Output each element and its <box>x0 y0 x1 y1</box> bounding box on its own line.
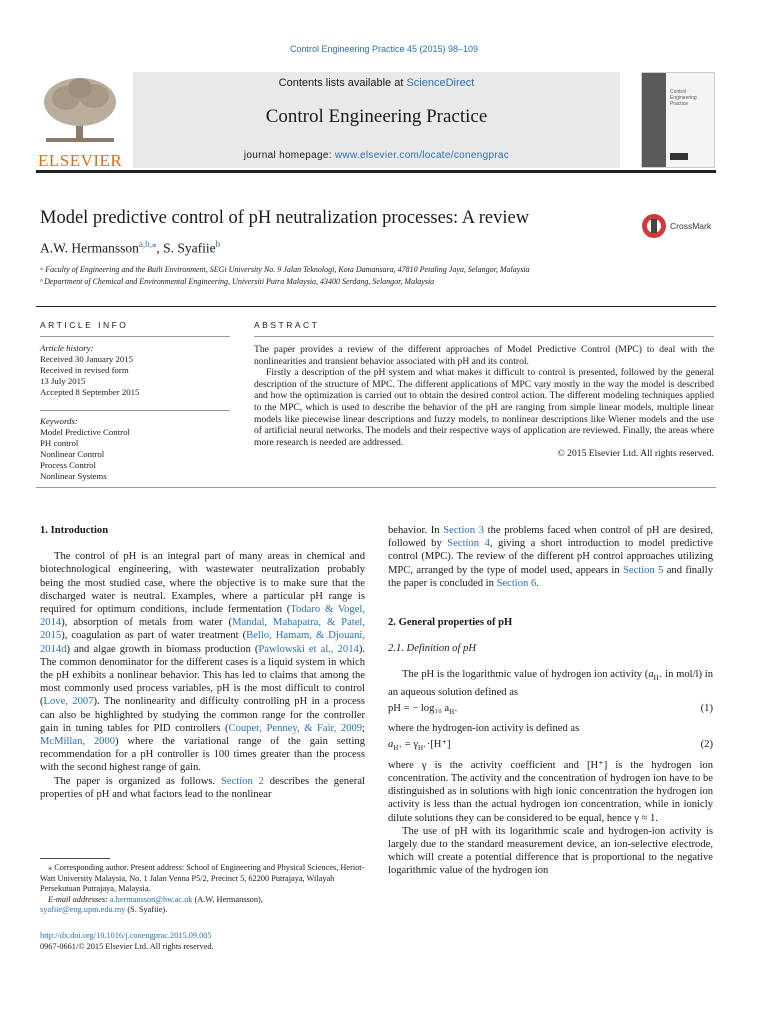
equation-1-number: (1) <box>700 702 713 714</box>
cover-badge <box>670 153 688 160</box>
section-heading-general-properties: 2. General properties of pH <box>388 617 513 629</box>
info-rule <box>36 306 716 307</box>
history-accepted: Accepted 8 September 2015 <box>40 387 140 397</box>
journal-reference[interactable]: Control Engineering Practice 45 (2015) 98–109 <box>289 44 479 54</box>
paper-title: Model predictive control of pH neutralization processes: A review <box>40 208 530 228</box>
ref-mandal[interactable]: Mandal, Mahapatra, & Patel, 2015 <box>40 617 366 642</box>
crossmark-label: CrossMark <box>670 221 712 231</box>
intro-paragraph-1: The control of pH is an integral part of many areas in chemical and biotechnological engineering, with wastewater neutralization probably being the most studied case, where the objective is to make sure that the discharged water is neutral. Examples, where a particular pH range is required for optimum conditions, include fermentation (Todaro & Vogel, 2014), absorption of metals from water (Mandal, Mahapatra, & Patel, 2015), coagulation as part of water treatment (Bello, Hamam, & Djouani, 2014d) and algae growth in biomass production (Pawlowski et al., 2014). The common denominator for the different cases is a liquid system in which the pH exhibits a nonlinear behavior. This has led to claims that among the most commonly used process variables, pH is the most difficult to control (Love, 2007). The nonlinearity and difficulty controlling pH in a process can also be highlighted by studying the common range for the controller gain in tuning tables for PID controllers (Couper, Penney, & Fair, 2009; McMillan, 2000) where the variational range of the gain setting recommendation for a pH controller is 100 times greater than the process with the second highest range of gain. <box>40 551 366 774</box>
link-section-4[interactable]: Section 4 <box>447 538 490 550</box>
article-info-divider <box>40 336 230 337</box>
equation-1: pH = − log₁₀ $a_{H^+}$ (1) <box>388 702 713 719</box>
subsection-heading-definition: 2.1. Definition of pH <box>388 643 476 655</box>
sciencedirect-link[interactable]: ScienceDirect <box>406 77 475 89</box>
email-hermansson[interactable]: a.hermansson@hw.ac.uk <box>109 894 193 904</box>
ref-mcmillan[interactable]: McMillan, 2000 <box>40 736 116 748</box>
corresponding-author-note: ⁎ Corresponding author. Present address: School of Engineering and Physical Sciences, Heriot-Watt University Malaysia, No. 1 Jalan Venna P5/2, Precinct 5, 62200 Putrajaya, Wilayah Persekutuan Putrajaya, Malaysia. <box>40 863 365 894</box>
ref-couper[interactable]: Couper, Penney, & Fair, 2009 <box>228 722 363 734</box>
ref-todaro[interactable]: Todaro & Vogel, 2014 <box>40 604 365 629</box>
doi-block <box>40 931 365 952</box>
author-hermansson: A.W. Hermansson <box>40 240 139 256</box>
right-column: behavior. In Section 3 the problems faced when control of pH are desired, followed by Section 4, giving a short introduction to model predictive control (MPC). The review of the different pH control approaches utilizing MPC, arranged by the type of model used, appears in Section 5 and finally the paper is concluded in Section 6. 2. General properties of pH 2.1. Definition of pH The pH is the logarithmic value of hydrogen ion activity ($a_{H^+}$ in mol/l) in an aqueous solution defined as pH = − log₁₀ $a_{H^+}$ (1) where the hydrogen-ion activity is defined as $a_{H^+} = \gamma_{H^+}\cdot[H^+]$ (2) where γ is the activity coefficient and [H⁺] is the hydrogen ion concentration. The activity and the concentration of hydrogen ion have to be distinguished as in solutions with high ionic concentration the hydrogen ion activity is less than the actual hydrogen ion concentration, while in ionicly dilute solutions they can be considered to be equal, hence γ ≈ 1. The use of pH with its logarithmic scale and hydrogen-ion activity is largely due to the standard measurement device, an ion-selective electrode, which will create a potential difference that is proportional to the negative logarithmic value of the hydrogen ion <box>388 525 714 877</box>
keyword: Nonlinear Systems <box>40 471 107 481</box>
intro-paragraph-2: The paper is organized as follows. Section 2 describes the general properties of pH and what factors lead to the nonlinear <box>40 775 365 800</box>
article-history: Article history: Received 30 January 2015 Received in revised form 13 July 2015 Accepted 8 September 2015 <box>40 343 240 398</box>
author-syafiie: S. Syafiie <box>163 240 216 256</box>
history-revised: Received in revised form <box>40 365 129 375</box>
affiliation-b: ᵇ Department of Chemical and Environmental Engineering, Universiti Putra Malaysia, 43400 Serdang, Selangor, Malaysia <box>40 277 435 286</box>
keyword: Process Control <box>40 460 96 470</box>
abstract-divider <box>254 336 714 337</box>
link-section-6[interactable]: Section 6 <box>496 577 537 589</box>
ref-bello[interactable]: Bello, Hamam, & Djouani, 2014d <box>40 630 365 655</box>
abstract-bottom-rule <box>36 487 716 488</box>
crossmark-button[interactable] <box>641 213 717 241</box>
contents-prefix: Contents lists available at <box>278 77 404 89</box>
footnote: ⁎ Corresponding author. Present address: School of Engineering and Physical Sciences, Heriot-Watt University Malaysia, No. 1 Jalan Venna P5/2, Precinct 5, 62200 Putrajaya, Wilayah Persekutuan Putrajaya, Malaysia. E-mail addresses: a.hermansson@hw.ac.uk (A.W. Hermansson), syafiie@eng.upm.edu.my (S. Syafiie). <box>40 863 365 915</box>
article-info-heading: ARTICLE INFO <box>40 320 129 330</box>
journal-title: Control Engineering Practice <box>265 106 488 127</box>
crossmark-icon <box>641 213 667 239</box>
abstract-paragraph: The paper provides a review of the different approaches of Model Predictive Control (MPC) to deal with the nonlinearities and transient behavior associated with pH and its control. <box>254 344 714 367</box>
footnote-rule <box>40 858 110 859</box>
keywords-list: Keywords: Model Predictive Control PH control Nonlinear Control Process Control Nonlinear Systems <box>40 416 240 482</box>
publisher-logo-text: ELSEVIER <box>38 151 123 170</box>
keyword: PH control <box>40 438 79 448</box>
abstract-paragraph: Firstly a description of the pH system and what makes it difficult to control is presented, followed by the general description of the structure of MPC. The different applications of MPC vary mostly in the way the model is described and how the optimization is carried out to obtain the desired control action. The different modeling techniques applied to the MPC, which is used to describe the behavior of the pH are ranging from simple linear models, multiple linear models like piecewise linear descriptions and fuzzy models, to nonlinear descriptions like Wiener models and the use of artificial neural networks. The models and their respective ways of application are reviewed. Finally, the areas where more research is needed are addressed. <box>254 367 714 448</box>
issn-line: 0967-0661/© 2015 Elsevier Ltd. All rights reserved. <box>40 941 214 951</box>
keywords-divider <box>40 410 230 411</box>
email-syafiie[interactable]: syafiie@eng.upm.edu.my <box>40 905 126 915</box>
cover-title: Control Engineering Practice <box>670 89 697 107</box>
header-rule <box>36 170 716 173</box>
keyword: Model Predictive Control <box>40 427 130 437</box>
abstract-copyright: © 2015 Elsevier Ltd. All rights reserved. <box>557 448 714 460</box>
author1-affiliation-marks[interactable]: a,b,⁎ <box>138 239 157 249</box>
journal-cover <box>641 72 715 168</box>
author2-affiliation-mark[interactable]: b <box>215 239 221 249</box>
link-section-3[interactable]: Section 3 <box>443 525 484 536</box>
history-revised-date: 13 July 2015 <box>40 376 86 386</box>
link-section-5[interactable]: Section 5 <box>623 564 664 576</box>
elsevier-tree-icon <box>38 74 122 144</box>
measurement-paragraph: The use of pH with its logarithmic scale and hydrogen-ion activity is largely due to the standard measurement device, an ion-selective electrode, which will create a potential difference that is proportional to the negative logarithmic value of the hydrogen ion <box>388 825 713 877</box>
contents-line <box>133 77 620 89</box>
journal-homepage <box>133 150 620 161</box>
keyword: Nonlinear Control <box>40 449 105 459</box>
authors-line: A.W. Hermansson$^{a,b,⁎}$, S. Syafiie$^b$ <box>40 239 221 256</box>
elsevier-logo <box>38 74 122 168</box>
link-section-2[interactable]: Section 2 <box>220 775 264 787</box>
activity-paragraph: where γ is the activity coefficient and [H⁺] is the hydrogen ion concentration. The activity and the concentration of hydrogen ion have to be distinguished as in solutions with high ionic concentration the hydrogen ion activity is less than the actual hydrogen ion concentration, while in ionicly dilute solutions they can be considered to be equal, hence γ ≈ 1. <box>388 759 713 824</box>
equation-2: $a_{H^+} = \gamma_{H^+}\cdot[H^+]$ (2) <box>388 738 713 755</box>
left-column <box>40 524 365 801</box>
section-heading-introduction: 1. Introduction <box>40 525 109 536</box>
abstract-body <box>254 344 714 460</box>
organization-paragraph: behavior. In Section 3 the problems faced when control of pH are desired, followed by Section 4, giving a short introduction to model predictive control (MPC). The review of the different pH control approaches utilizing MPC, arranged by the type of model used, appears in Section 5 and finally the paper is concluded in Section 6. <box>388 525 713 589</box>
equation-2-number: (2) <box>700 739 713 751</box>
abstract-heading: ABSTRACT <box>254 320 320 330</box>
homepage-prefix: journal homepage: <box>243 150 332 161</box>
cover-stripe <box>642 73 666 167</box>
affiliation-a: ᵃ Faculty of Engineering and the Built Environment, SEGi University No. 9 Jalan Teknologi, Kota Damansara, 47810 Petaling Jaya, Selangor, Malaysia <box>40 265 530 274</box>
history-received: Received 30 January 2015 <box>40 354 134 364</box>
doi-link[interactable]: http://dx.doi.org/10.1016/j.conengprac.2015.09.005 <box>40 931 212 940</box>
ref-pawlowski[interactable]: Pawlowski et al., 2014 <box>258 643 359 655</box>
homepage-link[interactable]: www.elsevier.com/locate/conengprac <box>334 150 510 161</box>
ref-love[interactable]: Love, 2007 <box>43 696 94 708</box>
definition-paragraph: The pH is the logarithmic value of hydrogen ion activity ($a_{H^+}$ in mol/l) in an aqueous solution defined as <box>388 669 714 698</box>
